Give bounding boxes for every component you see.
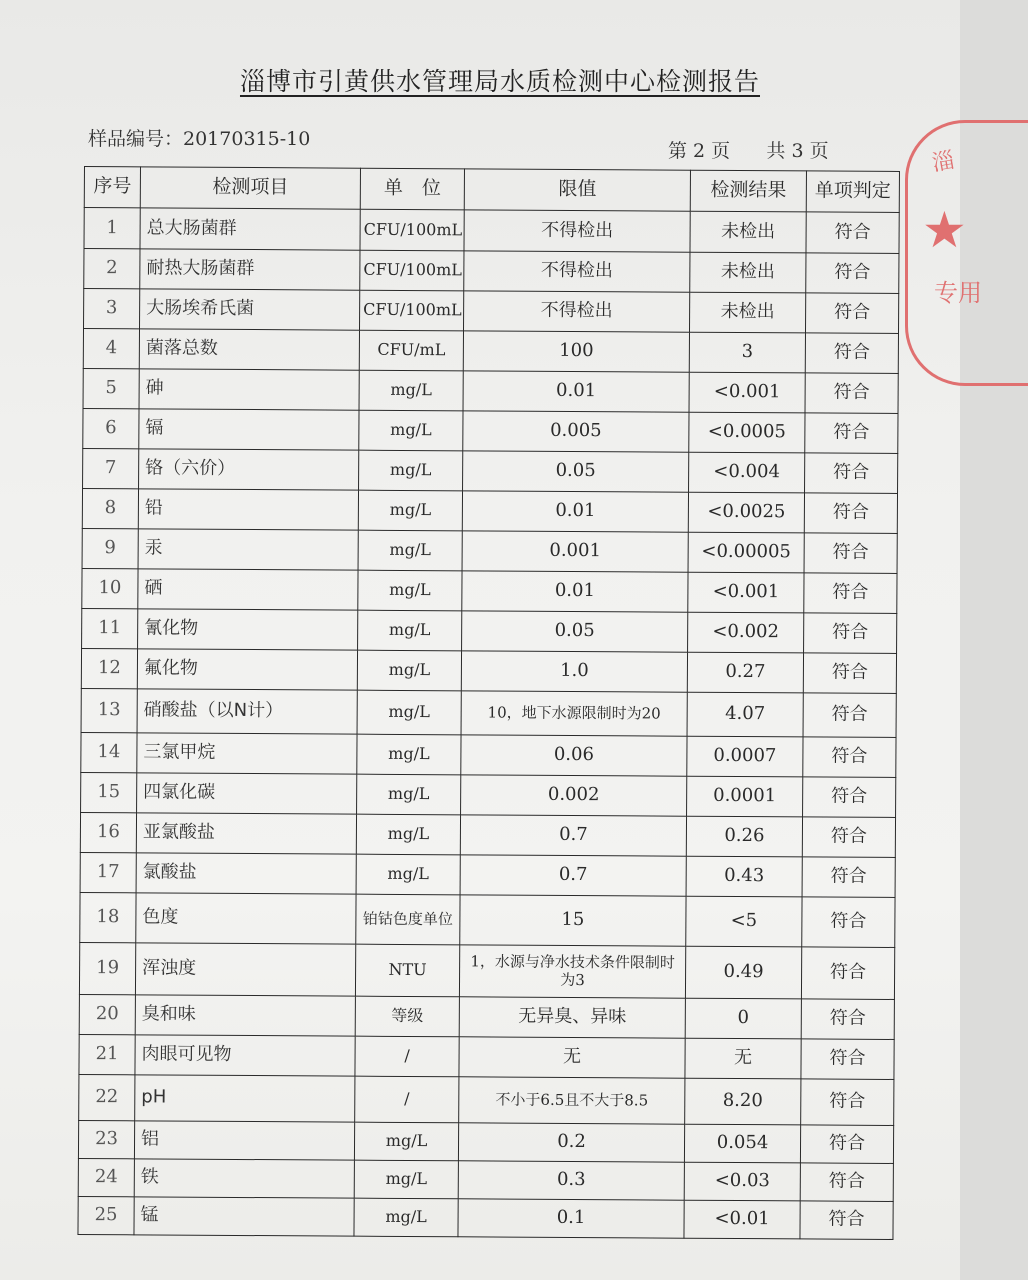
row-number: 3 [84,289,140,329]
row-unit: mg/L [354,1122,458,1161]
row-judgement: 符合 [802,817,895,858]
header-limit: 限值 [464,169,690,211]
header-unit: 单 位 [360,168,464,210]
row-item: 亚氯酸盐 [136,813,356,854]
row-item: 氯酸盐 [136,853,356,894]
row-judgement: 符合 [803,693,896,738]
row-number: 16 [80,812,136,852]
row-number: 11 [82,608,138,648]
row-item: 臭和味 [135,995,355,1036]
row-result: 0.0007 [687,736,803,777]
table-row [84,208,899,254]
row-limit: 15 [460,895,686,946]
row-unit: mg/L [358,570,462,611]
table-row [80,852,895,897]
row-item: 砷 [139,369,359,410]
row-number: 18 [80,892,136,942]
row-unit: CFU/100mL [360,250,464,291]
row-judgement: 符合 [803,737,896,778]
row-limit: 0.7 [460,815,686,856]
row-judgement: 符合 [800,1125,893,1164]
row-result: 0.43 [686,856,802,897]
row-item: 硒 [138,569,358,610]
row-item: 锰 [134,1197,354,1236]
row-item: 大肠埃希氏菌 [140,289,360,330]
row-result: 0.054 [684,1124,800,1163]
row-item: 菌落总数 [139,329,359,370]
row-unit: mg/L [358,530,462,571]
stamp-text-bottom: 专用 [934,279,982,307]
row-result: 0.0001 [687,776,803,817]
row-judgement: 符合 [801,947,894,1000]
row-unit: mg/L [357,690,461,735]
row-limit: 0.005 [463,411,689,452]
row-unit: mg/L [357,650,461,691]
header-no: 序号 [84,167,140,208]
row-limit: 不得检出 [464,291,690,332]
row-item: 氟化物 [137,649,357,690]
row-judgement: 符合 [801,1039,894,1080]
row-result: <5 [686,896,802,947]
page-info: 第 2 页 共 3 页 [668,140,829,162]
row-result: <0.01 [684,1200,800,1239]
table-row [79,994,894,1039]
row-judgement: 符合 [804,613,897,654]
row-judgement: 符合 [806,212,899,254]
sample-number: 样品编号：20170315-10 [88,128,311,150]
row-item: 汞 [138,529,358,570]
row-limit: 0.05 [463,451,689,492]
row-unit: mg/L [354,1198,458,1237]
row-result: <0.0025 [688,492,804,533]
row-result: <0.001 [688,572,804,613]
table-row [82,608,897,653]
row-judgement: 符合 [803,653,896,694]
row-result: <0.0005 [689,412,805,453]
row-unit: NTU [355,944,459,997]
row-number: 9 [82,528,138,568]
table-row [84,249,899,294]
row-result: <0.03 [684,1162,800,1201]
official-stamp [905,120,1028,386]
row-judgement: 符合 [805,293,898,334]
row-result: 未检出 [690,211,806,253]
row-limit: 0.002 [461,775,687,816]
row-unit: mg/L [359,410,463,451]
row-limit: 10，地下水源限制时为20 [461,691,687,736]
row-number: 14 [81,732,137,772]
header-item: 检测项目 [140,167,360,209]
row-item: 铅 [138,489,358,530]
row-unit: mg/L [359,370,463,411]
row-limit: 无异臭、异味 [459,997,685,1038]
row-result: <0.00005 [688,532,804,573]
row-judgement: 符合 [802,897,895,948]
row-result: 0.27 [687,652,803,693]
row-number: 4 [83,329,139,369]
table-row [78,1158,893,1201]
row-unit: mg/L [357,774,461,815]
row-judgement: 符合 [805,333,898,374]
row-result: 0.26 [686,816,802,857]
row-number: 13 [81,688,137,732]
row-item: 三氯甲烷 [137,733,357,774]
table-row [83,368,898,413]
table-row [81,688,896,737]
row-limit: 0.001 [462,531,688,572]
row-number: 22 [79,1074,135,1120]
row-judgement: 符合 [806,253,899,294]
table-row [82,568,897,613]
row-result: 未检出 [690,252,806,293]
row-item: 铬（六价） [139,449,359,490]
row-limit: 不小于6.5且不大于8.5 [459,1077,685,1124]
results-table [77,166,900,1240]
row-limit: 0.01 [462,491,688,532]
row-result: 无 [685,1038,801,1079]
row-result: 3 [689,332,805,373]
table-row [83,448,898,493]
row-judgement: 符合 [805,413,898,454]
row-judgement: 符合 [803,777,896,818]
row-unit: mg/L [358,490,462,531]
table-row [79,942,894,999]
table-row [82,528,897,573]
row-unit: / [355,1036,459,1077]
table-row [79,1034,894,1079]
row-unit: mg/L [356,814,460,855]
row-item: 耐热大肠菌群 [140,249,360,290]
row-limit: 0.01 [462,571,688,612]
row-number: 10 [82,568,138,608]
table-row [81,732,896,777]
row-judgement: 符合 [804,573,897,614]
row-number: 20 [79,994,135,1034]
row-limit: 1，水源与净水技术条件限制时为3 [459,945,685,998]
row-unit: mg/L [357,734,461,775]
row-limit: 1.0 [461,651,687,692]
row-item: 镉 [139,409,359,450]
row-item: 肉眼可见物 [135,1035,355,1076]
row-limit: 0.2 [458,1123,684,1162]
row-unit: mg/L [358,610,462,651]
row-item: 色度 [136,893,356,944]
row-item: pH [135,1075,355,1122]
row-unit: mg/L [356,854,460,895]
row-result: 0.49 [685,946,801,999]
row-result: <0.001 [689,372,805,413]
row-item: 铁 [134,1159,354,1198]
row-judgement: 符合 [800,1201,893,1240]
row-limit: 0.7 [460,855,686,896]
row-result: 4.07 [687,692,803,737]
row-unit: mg/L [354,1160,458,1199]
table-row [81,772,896,817]
table-row [83,408,898,453]
row-item: 总大肠菌群 [140,208,360,250]
row-number: 15 [81,772,137,812]
row-limit: 0.01 [463,371,689,412]
table-row [80,812,895,857]
table-row [79,1074,894,1125]
table-row [82,488,897,533]
table-row [83,329,898,374]
row-judgement: 符合 [804,533,897,574]
row-number: 17 [80,852,136,892]
row-number: 25 [78,1196,134,1234]
row-unit: CFU/mL [359,330,463,371]
table-row [80,892,895,947]
row-number: 6 [83,408,139,448]
report-title: 淄博市引黄供水管理局水质检测中心检测报告 [239,67,760,96]
row-limit: 0.1 [458,1199,684,1238]
row-item: 浑浊度 [135,943,355,996]
row-number: 8 [82,488,138,528]
row-result: 未检出 [689,292,805,333]
header-judge: 单项判定 [806,171,899,213]
row-judgement: 符合 [802,857,895,898]
row-number: 2 [84,249,140,289]
row-unit: / [355,1076,459,1123]
row-limit: 无 [459,1037,685,1078]
row-number: 5 [83,368,139,408]
row-judgement: 符合 [800,1163,893,1202]
row-item: 氰化物 [138,609,358,650]
row-number: 24 [78,1158,134,1196]
header-result: 检测结果 [690,170,806,212]
row-number: 23 [78,1120,134,1158]
table-row [81,648,896,693]
row-unit: 铂钴色度单位 [356,894,460,945]
row-judgement: 符合 [801,999,894,1040]
row-result: <0.002 [688,612,804,653]
row-result: <0.004 [689,452,805,493]
row-limit: 不得检出 [464,251,690,292]
row-number: 21 [79,1034,135,1074]
table-row [78,1120,893,1163]
row-item: 硝酸盐（以N计） [137,689,357,734]
row-judgement: 符合 [805,373,898,414]
row-judgement: 符合 [801,1079,894,1126]
row-limit: 0.3 [458,1161,684,1200]
star-icon: ★ [922,201,967,259]
row-result: 8.20 [685,1078,801,1125]
row-unit: 等级 [355,996,459,1037]
row-limit: 0.06 [461,735,687,776]
table-row [78,1196,893,1239]
row-limit: 100 [463,331,689,372]
row-unit: CFU/100mL [360,209,464,251]
row-number: 19 [79,942,135,994]
row-item: 四氯化碳 [137,773,357,814]
row-judgement: 符合 [805,453,898,494]
row-item: 铝 [134,1121,354,1160]
row-unit: CFU/100mL [360,290,464,331]
row-number: 7 [83,448,139,488]
row-number: 12 [81,648,137,688]
row-limit: 0.05 [462,611,688,652]
row-limit: 不得检出 [464,210,690,252]
row-number: 1 [84,208,140,249]
row-result: 0 [685,998,801,1039]
table-header-row [84,167,899,213]
row-unit: mg/L [359,450,463,491]
row-judgement: 符合 [804,493,897,534]
table-row [84,289,899,334]
stamp-text-top: 淄 [930,148,957,177]
